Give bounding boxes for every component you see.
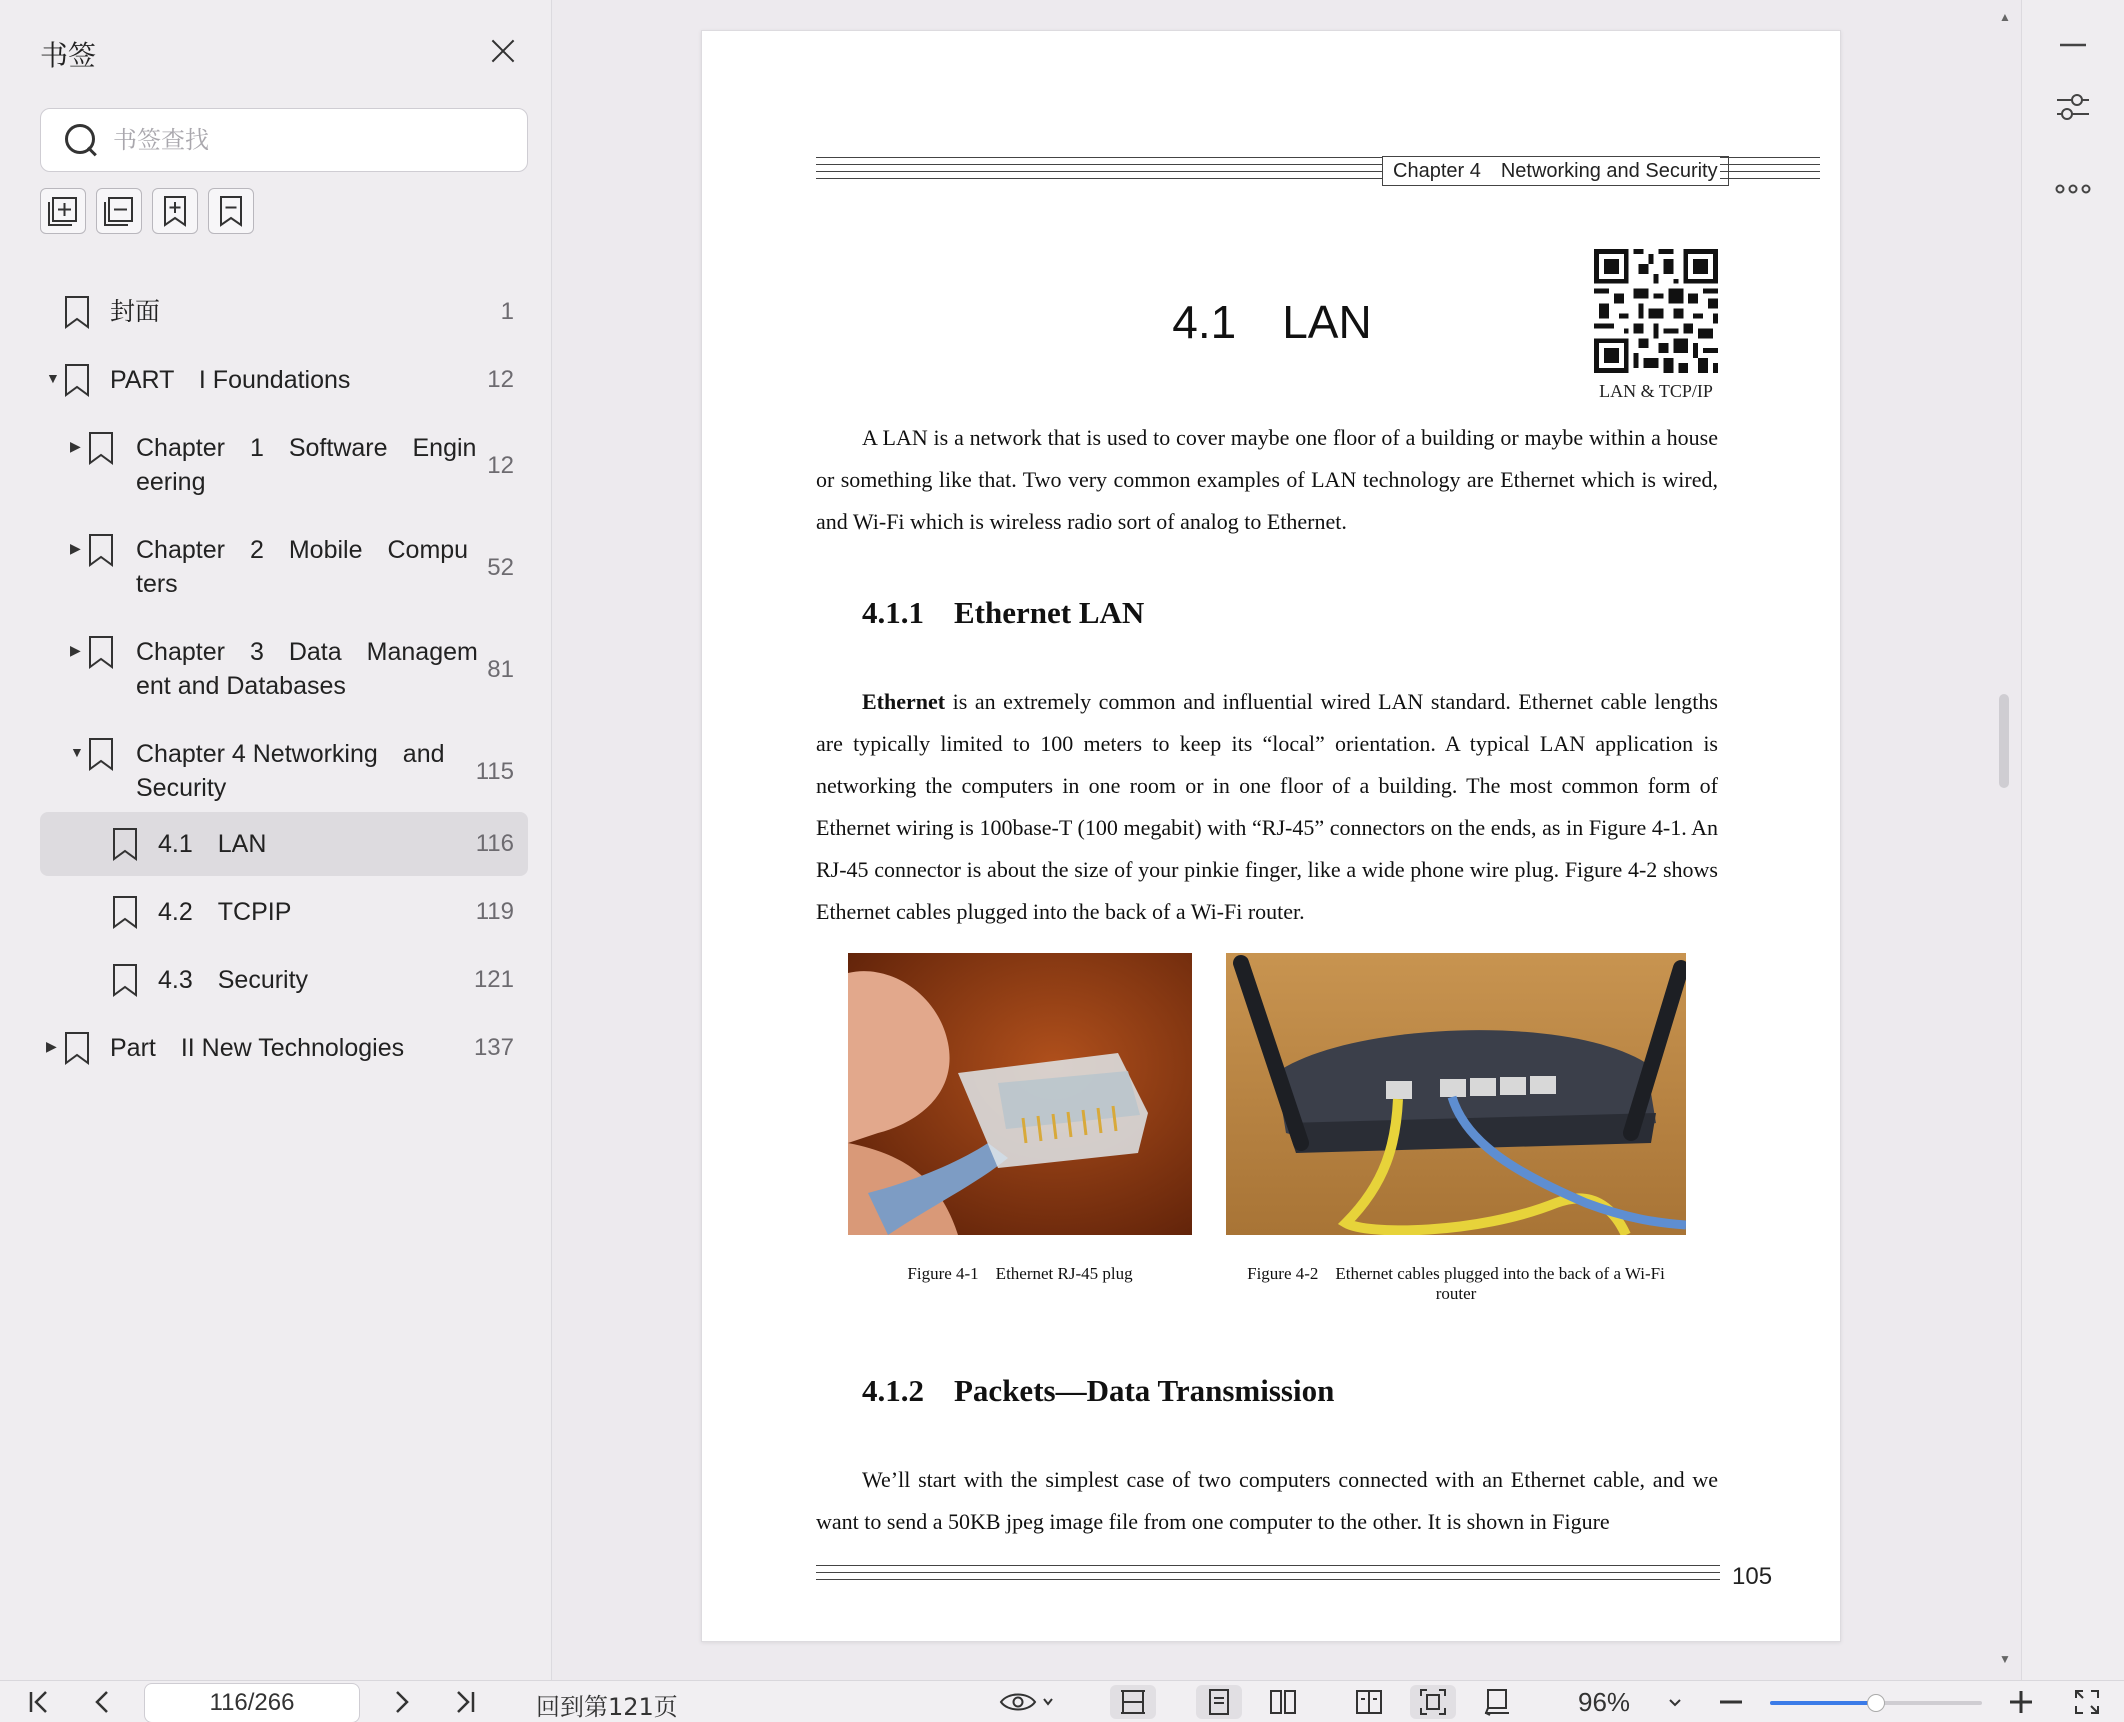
minimize-icon[interactable] (2056, 28, 2090, 62)
subsection-number: 4.1.1 (862, 595, 924, 630)
bookmark-item-part-1[interactable] (40, 346, 528, 414)
bookmark-label-line1: Chapter 1 Software Engin (136, 434, 477, 462)
bookmark-page: 115 (475, 758, 514, 785)
bookmark-item-chapter-3[interactable] (40, 618, 528, 720)
caret-right-icon[interactable]: ▶ (70, 540, 81, 556)
document-page (701, 30, 1841, 1642)
bookmark-item-chapter-4[interactable] (40, 720, 528, 822)
zoom-dropdown-icon[interactable] (1660, 1685, 1690, 1719)
next-page-icon[interactable] (384, 1685, 418, 1719)
subsection-title: Packets—Data Transmission (954, 1373, 1335, 1408)
scroll-down-icon[interactable]: ▼ (1999, 1652, 2011, 1666)
bookmark-page: 12 (487, 366, 514, 393)
scrollbar-thumb[interactable] (1999, 694, 2009, 788)
caret-right-icon[interactable]: ▶ (70, 642, 81, 658)
fullscreen-icon[interactable] (2070, 1685, 2104, 1719)
bookmark-label-line2: Security (136, 774, 227, 802)
page-number-input[interactable] (144, 1683, 360, 1722)
bookmark-label: 4.3 Security (158, 966, 309, 994)
bookmark-icon (112, 827, 138, 861)
page-number: 105 (1732, 1563, 1773, 1590)
zoom-out-icon[interactable] (1716, 1685, 1746, 1719)
bookmark-page: 137 (473, 1034, 514, 1061)
bookmark-item-4-1-lan[interactable] (40, 812, 528, 876)
zoom-slider[interactable] (1770, 1701, 1982, 1705)
bookmark-icon (112, 895, 138, 929)
qr-code-icon (1594, 249, 1718, 373)
bookmark-item-4-2-tcpip[interactable] (40, 880, 528, 944)
caret-down-icon[interactable]: ▼ (70, 744, 84, 760)
collapse-all-icon[interactable] (96, 188, 142, 234)
bookmark-panel (0, 0, 552, 1680)
bookmark-icon (64, 363, 90, 397)
section-title: 4.1 LAN (1172, 296, 1372, 348)
return-to-page-link[interactable]: 回到第121页 (536, 1693, 678, 1721)
header-rule-right (1720, 157, 1820, 187)
ethernet-paragraph (816, 681, 1718, 933)
bookmark-icon (64, 1031, 90, 1065)
bookmark-page: 52 (487, 554, 514, 581)
more-icon[interactable] (2054, 174, 2092, 204)
bookmark-label: 封面 (110, 298, 161, 326)
add-bookmark-icon[interactable] (152, 188, 198, 234)
caret-down-icon[interactable]: ▼ (46, 370, 60, 386)
bookmark-label-line2: ters (136, 570, 178, 598)
subsection-heading-1 (862, 595, 1144, 631)
bookmark-label: 4.1 LAN (158, 830, 267, 858)
bookmark-icon (112, 963, 138, 997)
bookmark-item-chapter-2[interactable] (40, 516, 528, 618)
bookmark-search-box[interactable] (40, 108, 528, 172)
ethernet-bold-term: Ethernet (862, 689, 946, 714)
bookmark-item-chapter-1[interactable] (40, 414, 528, 516)
intro-paragraph (816, 417, 1718, 543)
fit-width-icon[interactable] (1110, 1685, 1156, 1719)
close-icon[interactable] (486, 34, 520, 68)
figure-router-image (1226, 953, 1686, 1235)
bookmark-icon (88, 431, 114, 465)
bookmark-page: 1 (500, 298, 514, 325)
bookmark-item-cover[interactable] (40, 278, 528, 346)
document-viewer[interactable] (553, 0, 2021, 1680)
intro-text: A LAN is a network that is used to cover maybe one floor of a building or maybe within a house or something like that. Two very common examples of LAN technology are Ethernet which is wired, and Wi-Fi which is wireless radio sort of analog to Ethernet. (816, 425, 1718, 534)
bookmark-item-part-2[interactable] (40, 1016, 528, 1080)
zoom-level[interactable]: 96% (1578, 1687, 1631, 1717)
zoom-slider-fill (1770, 1701, 1876, 1705)
bookmark-icon (88, 533, 114, 567)
expand-all-icon[interactable] (40, 188, 86, 234)
header-rule-left (816, 157, 1384, 187)
bookmark-label-line2: eering (136, 468, 206, 496)
caret-right-icon[interactable]: ▶ (70, 438, 81, 454)
bookmark-item-4-3-security[interactable] (40, 948, 528, 1012)
last-page-icon[interactable] (448, 1685, 482, 1719)
packets-paragraph (816, 1459, 1718, 1543)
bookmark-label: PART I Foundations (110, 366, 351, 394)
scroll-up-icon[interactable]: ▲ (1999, 10, 2011, 24)
ethernet-text: is an extremely common and influential wired LAN standard. Ethernet cable lengths are typically limited to 100 meters to keep its “local” orientation. A typical LAN application is networking the computers in one room or in one floor of a building. The most common form of Ethernet wiring is 100base-T (100 megabit) with “RJ-45” connectors on the ends, as in Figure 4-1. An RJ-45 connector is about the size of your pinkie finger, like a wide phone wire plug. Figure 4-2 shows Ethernet cables plugged into the back of a Wi-Fi router. (816, 689, 1718, 924)
subsection-title: Ethernet LAN (954, 595, 1145, 630)
figure-2-caption: Figure 4-2 Ethernet cables plugged into the back of a Wi-Fi router (1247, 1264, 1665, 1303)
zoom-slider-handle[interactable] (1867, 1694, 1885, 1712)
bookmark-page: 121 (473, 966, 514, 993)
bookmark-page: 116 (475, 830, 514, 857)
bookmark-page: 81 (487, 656, 514, 683)
panel-title: 书签 (40, 39, 97, 72)
bottom-toolbar (0, 1680, 2124, 1722)
bookmark-page: 119 (475, 898, 514, 925)
figure-rj45-plug-image (848, 953, 1192, 1235)
subsection-heading-2 (862, 1373, 1334, 1409)
two-page-icon[interactable] (1260, 1685, 1306, 1719)
single-page-icon[interactable] (1196, 1685, 1242, 1719)
bookmark-label: 4.2 TCPIP (158, 898, 292, 926)
first-page-icon[interactable] (22, 1685, 56, 1719)
qr-caption: LAN & TCP/IP (1599, 381, 1713, 401)
book-mode-icon[interactable] (1346, 1685, 1392, 1719)
bookmark-label-line1: Chapter 4 Networking and (136, 740, 445, 768)
vertical-scrollbar[interactable] (1990, 0, 2020, 1680)
settings-sliders-icon[interactable] (2054, 88, 2092, 126)
caret-right-icon[interactable]: ▶ (46, 1038, 57, 1054)
rotate-page-icon[interactable] (1474, 1685, 1520, 1719)
remove-bookmark-icon[interactable] (208, 188, 254, 234)
bookmark-icon (88, 737, 114, 771)
packets-text: We’ll start with the simplest case of two computers connected with an Ethernet cable, and we want to send a 50KB jpeg image file from one computer to the other. It is shown in Figure (816, 1467, 1718, 1534)
figure-1-caption: Figure 4-1 Ethernet RJ-45 plug (907, 1264, 1133, 1283)
bookmark-icon (64, 295, 90, 329)
bookmark-page: 12 (487, 452, 514, 479)
right-tool-rail (2021, 0, 2124, 1680)
search-icon (63, 122, 99, 158)
subsection-number: 4.1.2 (862, 1373, 924, 1408)
fit-page-icon[interactable] (1410, 1685, 1456, 1719)
bookmark-label: Part II New Technologies (110, 1034, 405, 1062)
footer-rule (816, 1565, 1720, 1595)
bookmark-label-line1: Chapter 3 Data Managem (136, 638, 478, 666)
bookmark-toolbar (40, 188, 254, 234)
bookmark-icon (88, 635, 114, 669)
zoom-in-icon[interactable] (2006, 1685, 2036, 1719)
eye-view-mode-icon[interactable] (998, 1685, 1060, 1719)
bookmark-label-line1: Chapter 2 Mobile Compu (136, 536, 469, 564)
bookmark-label-line2: ent and Databases (136, 672, 346, 700)
previous-page-icon[interactable] (86, 1685, 120, 1719)
bookmark-search-input[interactable] (113, 126, 493, 154)
running-header: Chapter 4 Networking and Security (1382, 156, 1729, 186)
